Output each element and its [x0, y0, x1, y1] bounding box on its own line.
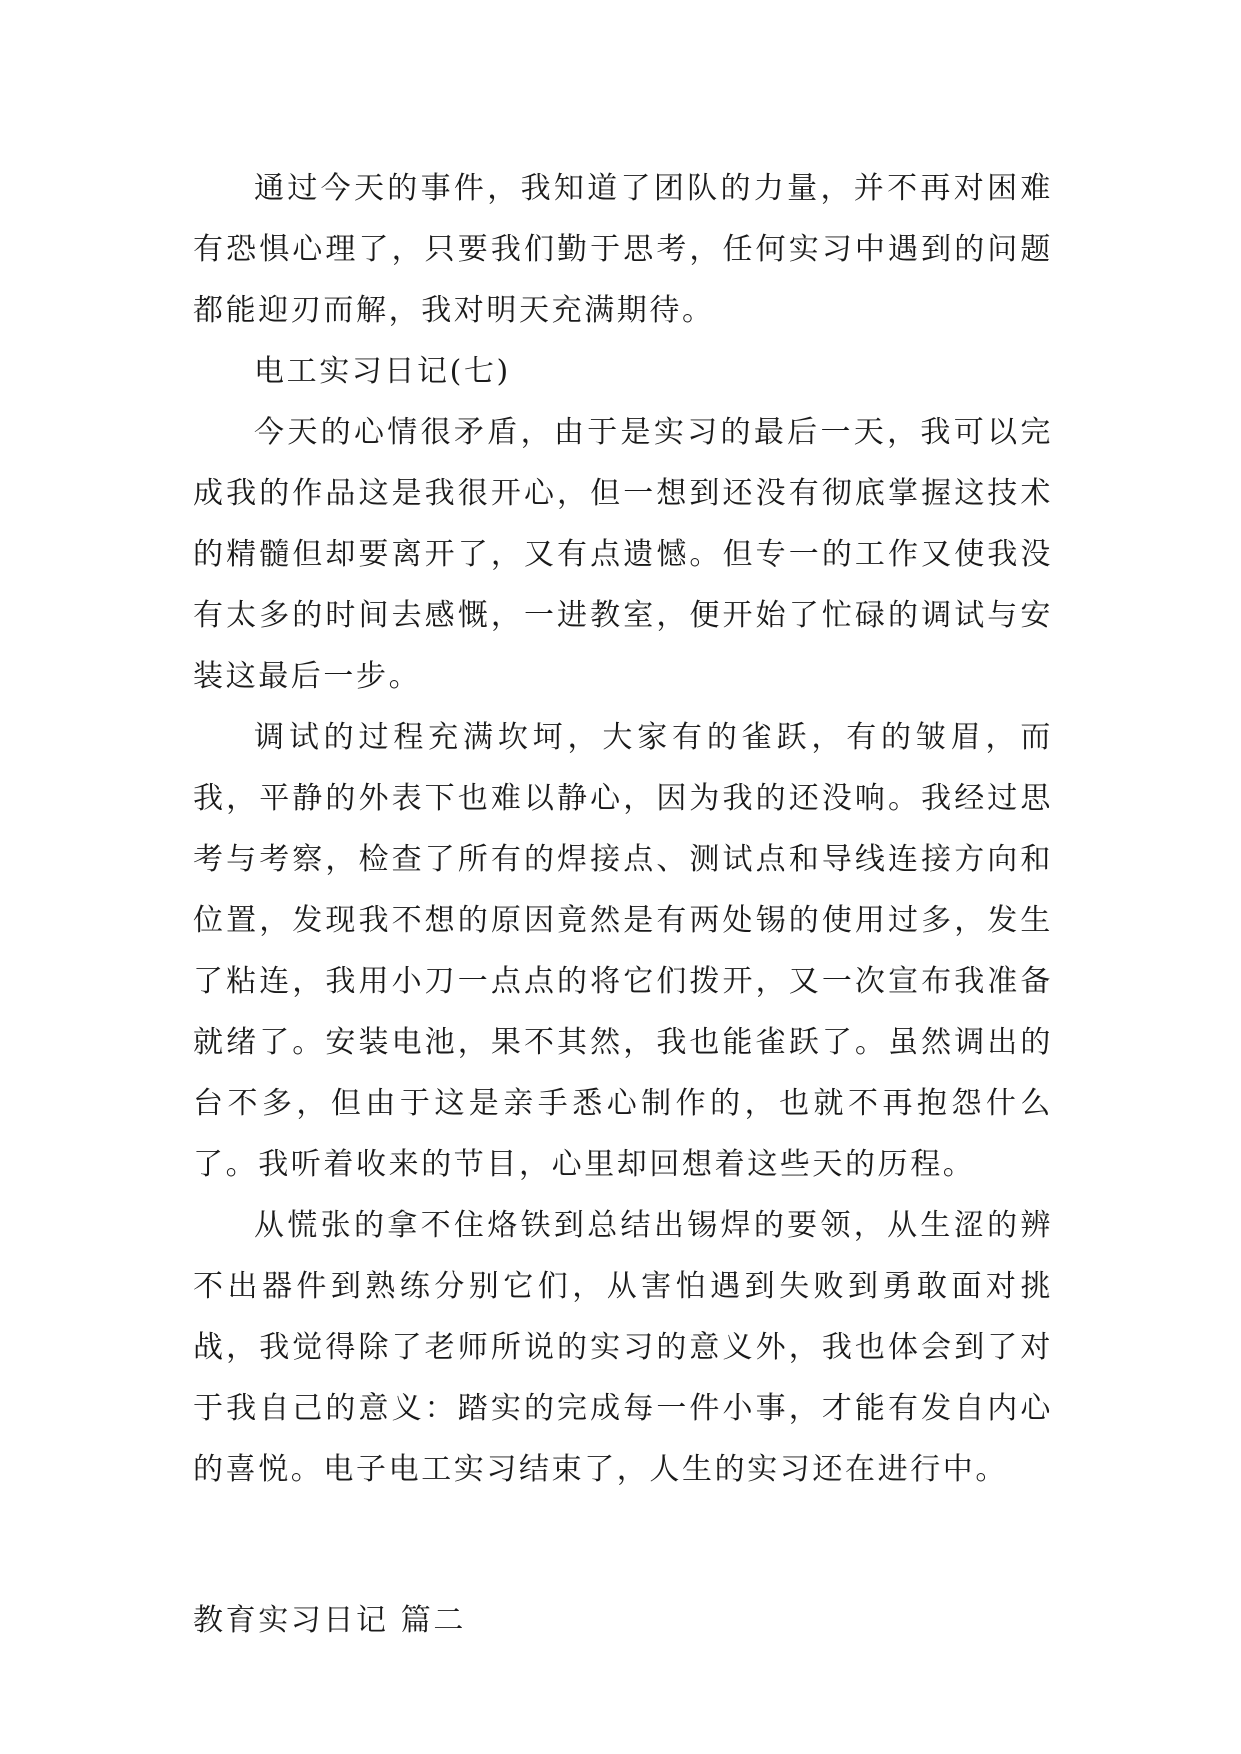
paragraph-body-3: 从慌张的拿不住烙铁到总结出锡焊的要领，从生涩的辨不出器件到熟练分别它们，从害怕遇到失败到勇敢面对挑战，我觉得除了老师所说的实习的意义外，我也体会到了对于我自己的意义：踏实的完成每一件小事，才能有发自内心的喜悦。电子电工实习结束了，人生的实习还在进行中。 [193, 1208, 1053, 1487]
diary-heading: 电工实习日记(七) [254, 354, 511, 389]
section-title: 教育实习日记 篇二 [193, 1603, 466, 1638]
paragraph-intro: 通过今天的事件，我知道了团队的力量，并不再对困难有恐惧心理了，只要我们勤于思考，任何实习中遇到的问题都能迎刃而解，我对明天充满期待。 [193, 171, 1053, 328]
paragraph-body-2: 调试的过程充满坎坷，大家有的雀跃，有的皱眉，而我，平静的外表下也难以静心，因为我的还没响。我经过思考与考察，检查了所有的焊接点、测试点和导线连接方向和位置，发现我不想的原因竟然是有两处锡的使用过多，发生了粘连，我用小刀一点点的将它们拨开，又一次宣布我准备就绪了。安装电池，果不其然，我也能雀跃了。虽然调出的台不多，但由于这是亲手悉心制作的，也就不再抱怨什么了。我听着收来的节目，心里却回想着这些天的历程。 [193, 720, 1053, 1182]
paragraph-body-1: 今天的心情很矛盾，由于是实习的最后一天，我可以完成我的作品这是我很开心，但一想到还没有彻底掌握这技术的精髓但却要离开了，又有点遗憾。但专一的工作又使我没有太多的时间去感慨，一进教室，便开始了忙碌的调试与安装这最后一步。 [193, 415, 1053, 694]
document-body [193, 158, 1053, 1651]
